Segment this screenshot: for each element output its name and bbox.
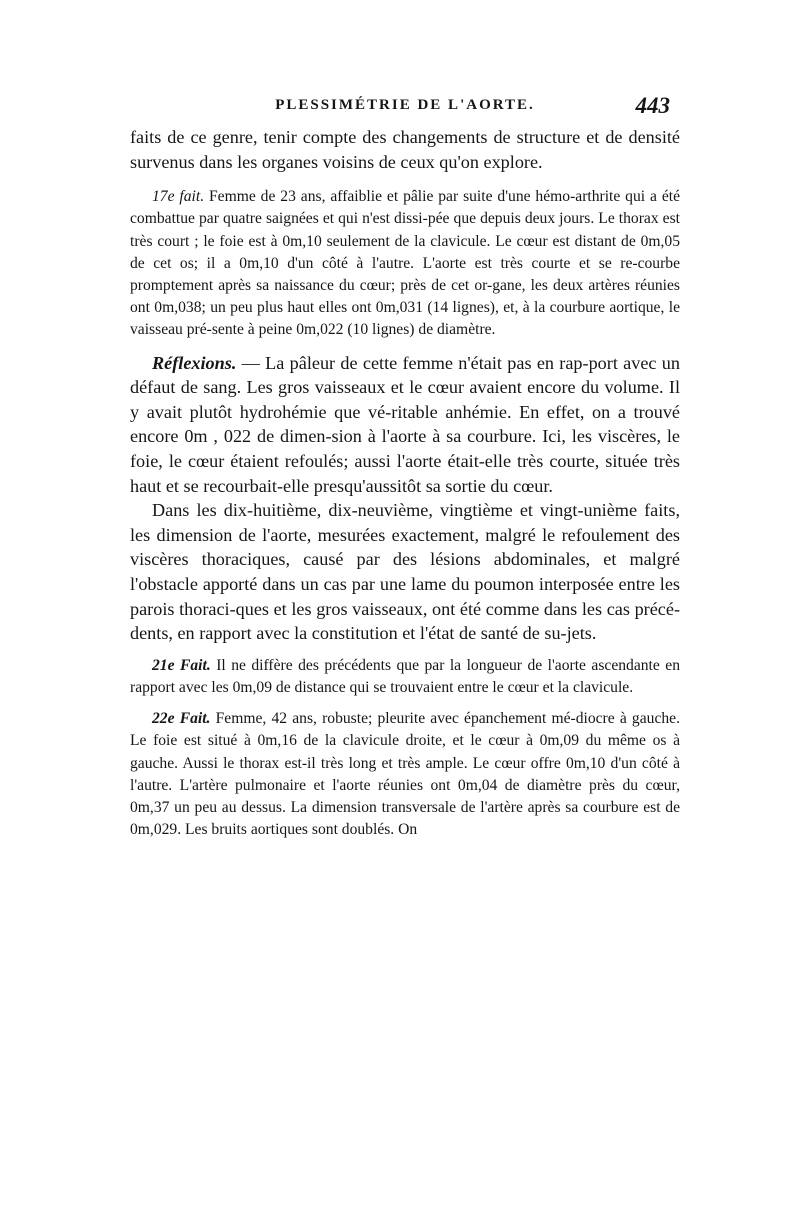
paragraph-text: Femme de 23 ans, affaiblie et pâlie par suite d'une hémo-arthrite qui a été combattue par quatre saignées et qui n'est dissi-pée que depuis deux jours. Le thorax est très court ; le foie est à 0m,10 seulement de la clavicule. Le cœur est distant de 0m,05 de cet os; il a 0m,10 d'un côté à l'autre. L'aorte est très courte et se re-courbe promptement après sa naissance du cœur; près de cet or-gane, les deux artères réunies ont 0m,038; un peu plus haut elles ont 0m,031 (14 lignes), et, à la courbure aortique, le vaisseau pré-sente à peine 0m,022 (10 lignes) de diamètre.	[130, 188, 680, 339]
case-lead: 21e Fait.	[152, 656, 211, 674]
reflexions-lead: Réflexions.	[152, 352, 237, 373]
running-header	[130, 93, 680, 123]
reflexions-paragraph	[130, 351, 680, 499]
case-paragraph-17	[130, 186, 680, 341]
paragraph-text: faits de ce genre, tenir compte des changements de structure et de densité survenus dans les organes voisins de ceux qu'on explore.	[130, 127, 680, 172]
case-lead: 22e Fait.	[152, 710, 211, 728]
paragraph-text: Femme, 42 ans, robuste; pleurite avec épanchement mé-diocre à gauche. Le foie est situé à 0m,16 de la clavicule droite, et le cœur à 0m,09 du même os à gauche. Aussi le thorax est-il très long et très ample. Le cœur offre 0m,10 d'un côté à l'autre. L'artère pulmonaire et l'aorte réunies ont 0m,04 de diamètre près du cœur, 0m,37 un peu au dessus. La dimension transversale de l'artère après sa courbure est de 0m,029. Les bruits aortiques sont doublés. On	[130, 710, 680, 839]
paragraph-continuation	[130, 125, 680, 174]
case-lead: 17e fait.	[152, 188, 205, 206]
paragraph-text: — La pâleur de cette femme n'était pas en rap-port avec un défaut de sang. Les gros vaisseaux et le cœur avaient encore du volume. Il y avait plutôt hydrohémie que vé-ritable anhémie. En effet, on a trouvé encore 0m , 022 de dimen-sion à l'aorte à sa courbure. Ici, les viscères, le foie, le cœur étaient refoulés; aussi l'aorte était-elle très courte, située très haut et se recourbait-elle presqu'aussitôt sa sortie du cœur.	[130, 352, 680, 496]
case-paragraph-21	[130, 655, 680, 699]
paragraph-text: Dans les dix-huitième, dix-neuvième, vingtième et vingt-unième faits, les dimension de l'aorte, mesurées exactement, malgré le refoulement des viscères thoraciques, causé par des lésions abdominales, et malgré l'obstacle apporté dans un cas par une lame du poumon interposée entre les parois thoraci-ques et les gros vaisseaux, ont été comme dans les cas précé-dents, en rapport avec la constitution et l'état de santé de su-jets.	[130, 500, 680, 644]
discussion-paragraph	[130, 498, 680, 646]
running-title: PLESSIMÉTRIE DE L'AORTE.	[275, 97, 535, 113]
paragraph-text: Il ne diffère des précédents que par la longueur de l'aorte ascendante en rapport avec les 0m,09 de distance qui se trouvaient entre le cœur et la clavicule.	[130, 656, 680, 696]
case-paragraph-22	[130, 708, 680, 841]
book-page	[130, 93, 680, 841]
page-number: 443	[635, 93, 670, 118]
